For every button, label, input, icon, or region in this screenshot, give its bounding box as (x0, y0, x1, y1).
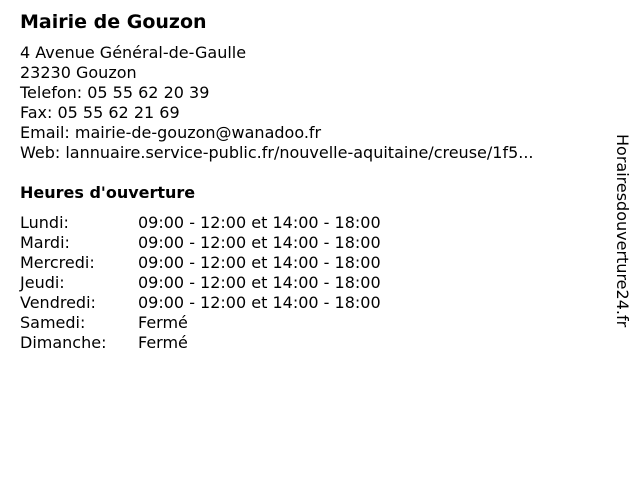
day-label: Jeudi: (20, 273, 65, 292)
fax-number: Fax: 05 55 62 21 69 (20, 103, 180, 122)
address-line-1: 4 Avenue Général-de-Gaulle (20, 43, 247, 62)
day-hours: 09:00 - 12:00 et 14:00 - 18:00 (138, 233, 381, 252)
email-address: Email: mairie-de-gouzon@wanadoo.fr (20, 123, 322, 142)
day-hours: 09:00 - 12:00 et 14:00 - 18:00 (138, 293, 381, 312)
hours-heading: Heures d'ouverture (20, 183, 196, 202)
day-label: Vendredi: (20, 293, 96, 312)
website-url: Web: lannuaire.service-public.fr/nouvelle-aquitaine/creuse/1f5... (20, 143, 534, 162)
day-hours: 09:00 - 12:00 et 14:00 - 18:00 (138, 213, 381, 232)
day-hours: Fermé (138, 333, 188, 352)
day-label: Dimanche: (20, 333, 107, 352)
day-label: Mardi: (20, 233, 70, 252)
day-label: Lundi: (20, 213, 69, 232)
day-hours: 09:00 - 12:00 et 14:00 - 18:00 (138, 253, 381, 272)
page-title: Mairie de Gouzon (20, 11, 207, 33)
day-hours: Fermé (138, 313, 188, 332)
day-label: Samedi: (20, 313, 86, 332)
site-watermark: Horairesdouverture24.fr (613, 134, 632, 328)
day-label: Mercredi: (20, 253, 95, 272)
contact-block (20, 43, 534, 163)
address-line-2: 23230 Gouzon (20, 63, 137, 82)
phone-number: Telefon: 05 55 62 20 39 (20, 83, 210, 102)
day-hours: 09:00 - 12:00 et 14:00 - 18:00 (138, 273, 381, 292)
